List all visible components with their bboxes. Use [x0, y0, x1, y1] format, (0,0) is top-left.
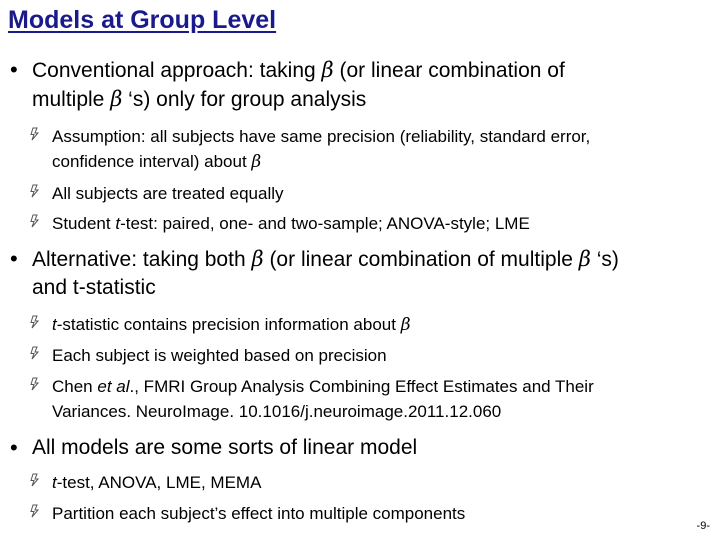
bullet-text: (or linear combination of multiple: [263, 248, 579, 271]
page-number: -9-: [696, 520, 710, 532]
sub-bullet-partition: [28, 501, 708, 526]
sub-bullet-weighted: [28, 343, 708, 368]
sub-bullet-text: Student: [52, 214, 116, 233]
beta-symbol: β: [400, 315, 411, 335]
lightning-bolt-icon: [28, 473, 42, 487]
bullet-text: multiple: [32, 88, 111, 111]
sub-bullet-text: Chen: [52, 377, 98, 396]
bullet-text: Alternative: taking both: [32, 248, 252, 271]
sub-bullet-assumption: [28, 124, 708, 175]
sub-bullet-chen: [28, 374, 708, 424]
bullet-conventional: [10, 56, 700, 114]
sub-bullet-text: -statistic contains precision information about: [56, 315, 401, 334]
sub-bullet-equal: [28, 181, 708, 206]
lightning-bolt-icon: [28, 346, 42, 360]
bullet-text: ‘s) only for group analysis: [122, 88, 367, 111]
sub-bullet-text: All subjects are treated equally: [52, 184, 284, 203]
sub-bullet-models: [28, 470, 708, 495]
bullet-text: and t-statistic: [32, 276, 156, 299]
beta-symbol: β: [251, 247, 264, 271]
italic-text: t: [115, 214, 121, 233]
bullet-dot-icon: •: [10, 246, 18, 271]
beta-symbol: β: [321, 58, 334, 82]
lightning-bolt-icon: [28, 315, 42, 329]
sub-bullet-text: Assumption: all subjects have same precision (reliability, standard error,: [52, 127, 591, 146]
bullet-text: Conventional approach: taking: [32, 59, 322, 82]
bullet-text: All models are some sorts of linear model: [32, 436, 418, 459]
beta-symbol: β: [251, 152, 262, 172]
sub-bullet-text: Each subject is weighted based on precision: [52, 346, 387, 365]
bullet-dot-icon: •: [10, 435, 18, 460]
lightning-bolt-icon: [28, 214, 42, 228]
bullet-linear-model: [10, 434, 700, 462]
lightning-bolt-icon: [28, 184, 42, 198]
bullet-alternative: [10, 245, 710, 302]
lightning-bolt-icon: [28, 377, 42, 391]
sub-bullet-text: Partition each subject’s effect into multiple components: [52, 504, 466, 523]
sub-bullet-text: Variances. NeuroImage. 10.1016/j.neuroimage.2011.12.060: [52, 402, 502, 421]
beta-symbol: β: [578, 247, 591, 271]
sub-bullet-text: -test: paired, one- and two-sample; ANOVA-style; LME: [120, 214, 530, 233]
bullet-dot-icon: •: [10, 57, 18, 82]
slide-title: Models at Group Level: [8, 6, 277, 34]
sub-bullet-ttest: [28, 211, 708, 236]
sub-bullet-text: -test, ANOVA, LME, MEMA: [56, 473, 262, 492]
italic-text: et al: [97, 377, 130, 396]
italic-text: t: [52, 473, 57, 492]
lightning-bolt-icon: [28, 504, 42, 518]
beta-symbol: β: [110, 87, 123, 111]
bullet-text: (or linear combination of: [333, 59, 565, 82]
italic-text: t: [52, 315, 57, 334]
bullet-text: ‘s): [590, 248, 619, 271]
sub-bullet-precision: [28, 312, 708, 338]
sub-bullet-text: confidence interval) about: [52, 152, 252, 171]
lightning-bolt-icon: [28, 127, 42, 141]
sub-bullet-text: ., FMRI Group Analysis Combining Effect Estimates and Their: [129, 377, 594, 396]
